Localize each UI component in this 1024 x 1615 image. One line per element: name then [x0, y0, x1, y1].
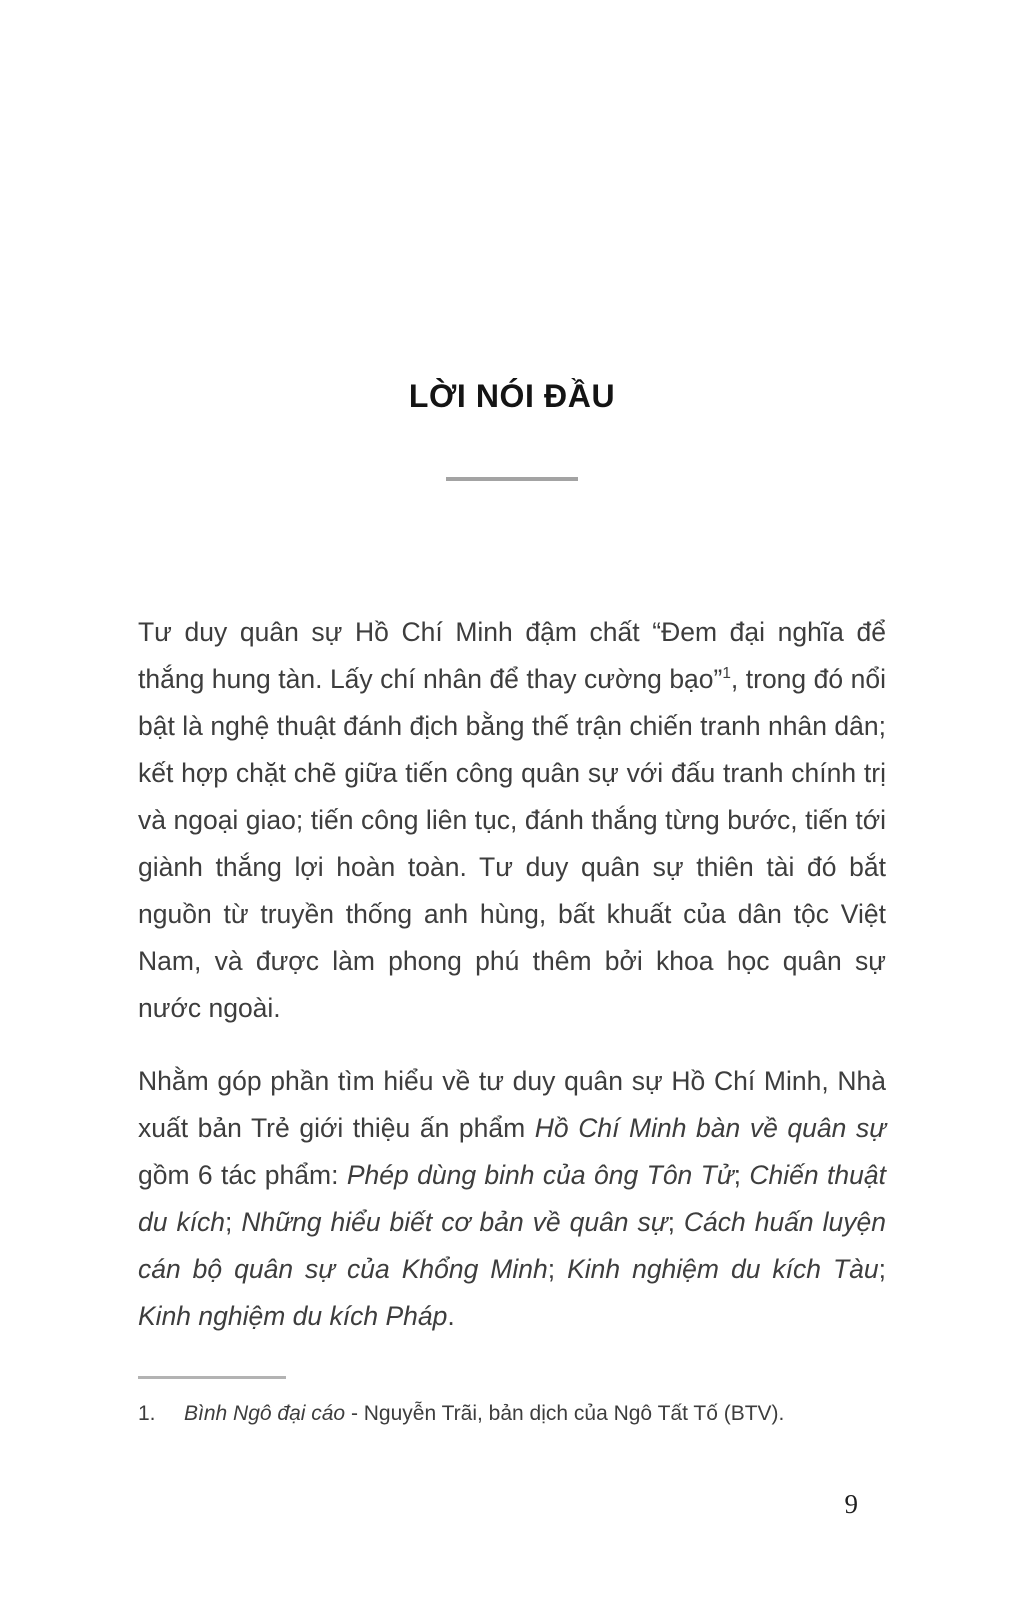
work-title-4: Cách huấn luyện cán bộ quân sự của Khổng Minh	[138, 1207, 886, 1284]
work-title-2: Chiến thuật du kích	[138, 1160, 886, 1237]
work-title-1: Phép dùng binh của ông Tôn Tử	[346, 1160, 734, 1190]
paragraph-2-connector: gồm 6 tác phẩm:	[138, 1160, 347, 1190]
work-title-3: Những hiểu biết cơ bản về quân sự	[241, 1207, 668, 1237]
paragraph-1-text: Tư duy quân sự Hồ Chí Minh đậm chất “Đem đại nghĩa để thắng hung tàn. Lấy chí nhân để thay cường bạo”	[138, 617, 886, 694]
work-title-5: Kinh nghiệm du kích Tàu	[567, 1254, 879, 1284]
chapter-title: LỜI NÓI ĐẦU	[408, 378, 616, 414]
footnote-text	[184, 1399, 784, 1429]
paragraph-1	[138, 609, 886, 1032]
body-text	[138, 609, 886, 1340]
paragraph-2-intro: Nhằm góp phần tìm hiểu về tư duy quân sự Hồ Chí Minh, Nhà xuất bản Trẻ giới thiệu ấn phẩm	[138, 1066, 886, 1143]
separator-3: ;	[667, 1207, 684, 1237]
separator-2: ;	[225, 1207, 242, 1237]
publication-title: Hồ Chí Minh bàn về quân sự	[534, 1113, 886, 1143]
separator-5: ;	[878, 1254, 886, 1284]
separator-4: ;	[547, 1254, 568, 1284]
paragraph-1-continued: , trong đó nổi bật là nghệ thuật đánh địch bằng thế trận chiến tranh nhân dân; kết hợp chặt chẽ giữa tiến công quân sự với đấu tranh chính trị và ngoại giao; tiến công liên tục, đánh thắng từng bước, tiến tới giành thắng lợi hoàn toàn. Tư duy quân sự thiên tài đó bắt nguồn từ truyền thống anh hùng, bất khuất của dân tộc Việt Nam, và được làm phong phú thêm bởi khoa học quân sự nước ngoài.	[138, 664, 886, 1023]
footnote-reference: 1	[722, 665, 731, 683]
paragraph-2-period: .	[447, 1301, 455, 1331]
footnote-rest: - Nguyễn Trãi, bản dịch của Ngô Tất Tố (BTV).	[345, 1402, 785, 1425]
page-number: 9	[844, 1489, 858, 1519]
footnote-area	[138, 1376, 886, 1429]
title-divider	[446, 477, 578, 481]
footnote	[138, 1399, 886, 1429]
work-title-6: Kinh nghiệm du kích Pháp	[138, 1301, 448, 1331]
footnote-marker: 1.	[138, 1402, 156, 1425]
footnote-book-title: Bình Ngô đại cáo	[184, 1402, 346, 1425]
paragraph-2	[138, 1058, 886, 1340]
separator-1: ;	[733, 1160, 750, 1190]
footnote-separator	[138, 1376, 286, 1379]
